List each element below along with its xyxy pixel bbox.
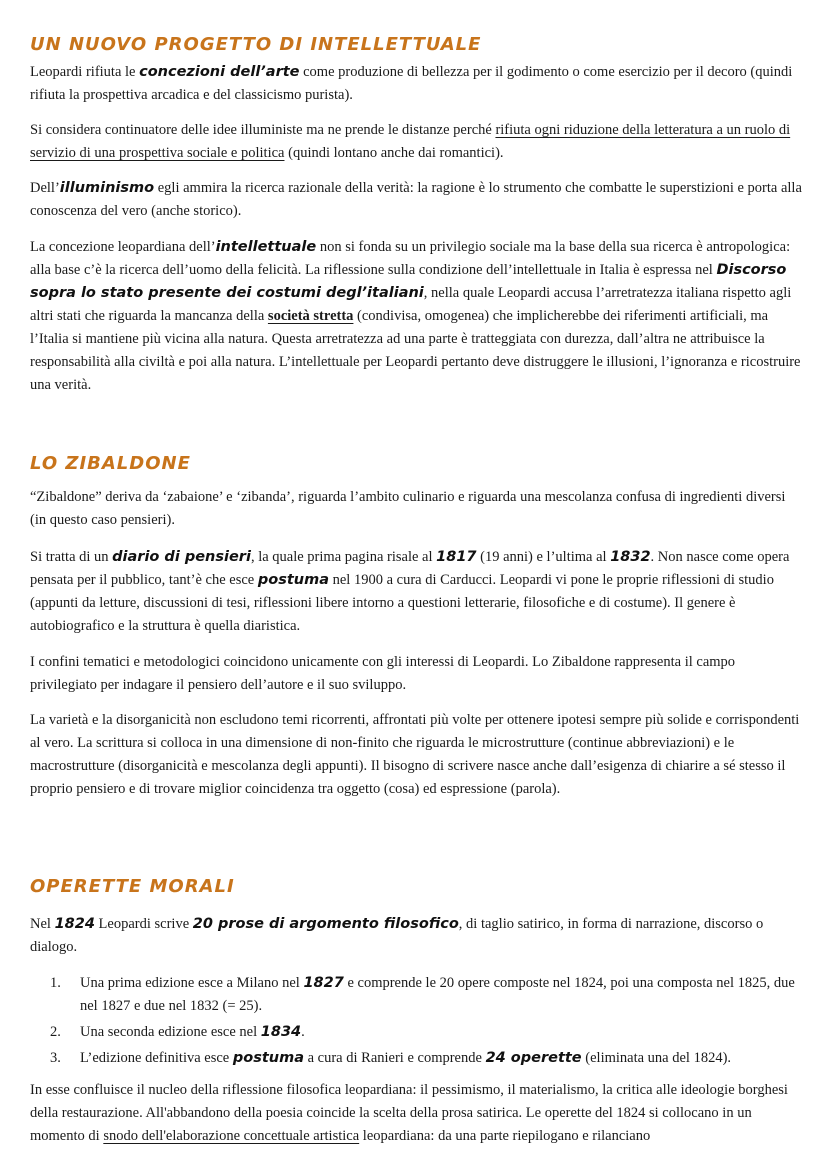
- text: Leopardi scrive: [94, 916, 193, 932]
- text: Dell’: [30, 180, 60, 196]
- editions-list: [50, 972, 802, 1073]
- paragraph: [30, 546, 802, 638]
- paragraph: [30, 177, 802, 223]
- text: , di taglio satirico, in forma di narrazione, discorso o dialogo.: [30, 916, 764, 955]
- section-heading-intellettuale: UN NUOVO PROGETTO DI INTELLETTUALE: [30, 34, 482, 55]
- highlight-text: intellettuale: [215, 239, 317, 255]
- list-number: 1.: [50, 975, 61, 991]
- text: Si tratta di un: [30, 549, 113, 565]
- underlined-text: snodo dell'elaborazione concettuale artistica: [103, 1128, 360, 1144]
- text: Una prima edizione esce a Milano nel: [80, 975, 304, 991]
- list-number: 2.: [50, 1024, 61, 1040]
- paragraph: [30, 236, 802, 397]
- text: (eliminata una del 1824).: [581, 1050, 732, 1066]
- text: La concezione leopardiana dell’: [30, 239, 216, 255]
- text: Una seconda edizione esce nel: [80, 1024, 261, 1040]
- text: non si fonda su un privilegio sociale ma la base della sua ricerca è antropologica: alla base c’è la ricerca dell’uomo della felicità. La riflessione sulla condizione dell’intellettuale in Italia è espressa nel: [30, 239, 791, 278]
- text: , nella quale Leopardi accusa l’arretratezza italiana rispetto agli altri stati che riguarda la mancanza della: [30, 285, 792, 324]
- text: .: [301, 1024, 305, 1040]
- list-item: [50, 1021, 802, 1044]
- highlight-text: 1824: [54, 916, 95, 932]
- highlight-text: 24 operette: [485, 1050, 582, 1066]
- paragraph: [30, 913, 802, 959]
- highlight-text: 1834: [260, 1024, 302, 1040]
- highlight-text: 1832: [610, 549, 651, 565]
- text: L’edizione definitiva esce: [80, 1050, 233, 1066]
- highlight-text: diario di pensieri: [112, 549, 251, 565]
- highlight-text: postuma: [257, 572, 329, 588]
- text: (19 anni) e l’ultima al: [476, 549, 611, 565]
- paragraph: La varietà e la disorganicità non escludono temi ricorrenti, affrontati più volte per ottenere ipotesi sempre più solide e corrispondenti al vero. La scrittura si colloca in una dimensione di non-finito che riguarda le microstrutture (continue abbreviazioni) e le macrostrutture (disorganicità e mescolanza degli appunti). Il bisogno di scrivere nasce anche dall’esigenza di chiarire a sé stesso il proprio pensiero e di trovare miglior coincidenza tra oggetto (cosa) ed espressione (parola).: [30, 712, 800, 797]
- text: Leopardi rifiuta le: [30, 64, 140, 80]
- list-item: [50, 1047, 802, 1070]
- text: Nel: [30, 916, 55, 932]
- paragraph: [30, 119, 802, 165]
- text: a cura di Ranieri e comprende: [303, 1050, 486, 1066]
- text: e comprende le 20 opere composte nel 1824, poi una composta nel 1825, due nel 1827 e due nel 1832 (= 25).: [80, 975, 795, 1014]
- text: , la quale prima pagina risale al: [250, 549, 437, 565]
- paragraph: I confini tematici e metodologici coincidono unicamente con gli interessi di Leopardi. Lo Zibaldone rappresenta il campo privilegiato per indagare il pensiero dell’autore e il suo sviluppo.: [30, 654, 736, 693]
- text: . Non nasce come opera pensata per il pubblico, tant’è che esce: [30, 549, 790, 588]
- text: egli ammira la ricerca razionale della verità: la ragione è lo strumento che combatte le superstizioni e porta alla conoscenza del vero (anche storico).: [30, 180, 802, 219]
- highlight-text: illuminismo: [59, 180, 155, 196]
- underlined-bold-text: società stretta: [267, 308, 354, 324]
- text: nel 1900 a cura di Carducci. Leopardi vi pone le proprie riflessioni di studio (appunti da letture, discussioni di tesi, riflessioni libere intorno a questioni letterarie, filosofiche e di costume). Il genere è autobiografico e la struttura è quella diaristica.: [30, 572, 774, 634]
- highlight-text: postuma: [232, 1050, 304, 1066]
- highlight-text: Discorso sopra lo stato presente dei costumi degl’italiani: [30, 262, 787, 301]
- text: come produzione di bellezza per il godimento o come esercizio per il decoro (quindi rifiuta la prospettiva arcadica e del classicismo purista).: [30, 64, 793, 103]
- paragraph: “Zibaldone” deriva da ‘zabaione’ e ‘zibanda’, riguarda l’ambito culinario e riguarda una mescolanza confusa di ingredienti diversi (in questo caso pensieri).: [30, 489, 786, 528]
- highlight-text: 1827: [303, 975, 344, 991]
- underlined-text: rifiuta ogni riduzione della letteratura a un ruolo di servizio di una prospettiva sociale e politica: [30, 122, 791, 161]
- text: leopardiana: da una parte riepilogano e rilanciano: [359, 1128, 651, 1144]
- list-number: 3.: [50, 1050, 61, 1066]
- section-heading-zibaldone: LO ZIBALDONE: [30, 453, 191, 474]
- highlight-text: concezioni dell’arte: [139, 64, 300, 80]
- text: Si considera continuatore delle idee illuministe ma ne prende le distanze perché: [30, 122, 496, 138]
- text: (condivisa, omogenea) che implicherebbe dei riferimenti artificiali, ma l’Italia si mantiene più vicina alla natura. Questa arretratezza ad una parte è tratteggiata con durezza, dall’altra ne attribuisce la responsabilità alla civiltà e poi alla natura. L’intellettuale per Leopardi pertanto deve distruggere le illusioni, l’ignoranza e ricostruire una verità.: [30, 308, 801, 393]
- highlight-text: 1817: [436, 549, 477, 565]
- highlight-text: 20 prose di argomento filosofico: [192, 916, 459, 932]
- text: (quindi lontano anche dai romantici).: [284, 145, 504, 161]
- list-item: [50, 972, 802, 1018]
- text: In esse confluisce il nucleo della riflessione filosofica leopardiana: il pessimismo, il materialismo, la critica alle ideologie borghesi della restaurazione. All'abbandono della poesia coincide la scelta della prosa satirica. Le operette del 1824 si collocano in un momento di: [30, 1082, 788, 1144]
- paragraph: [30, 1079, 802, 1148]
- paragraph: [30, 61, 802, 107]
- section-heading-operette: OPERETTE MORALI: [30, 876, 235, 897]
